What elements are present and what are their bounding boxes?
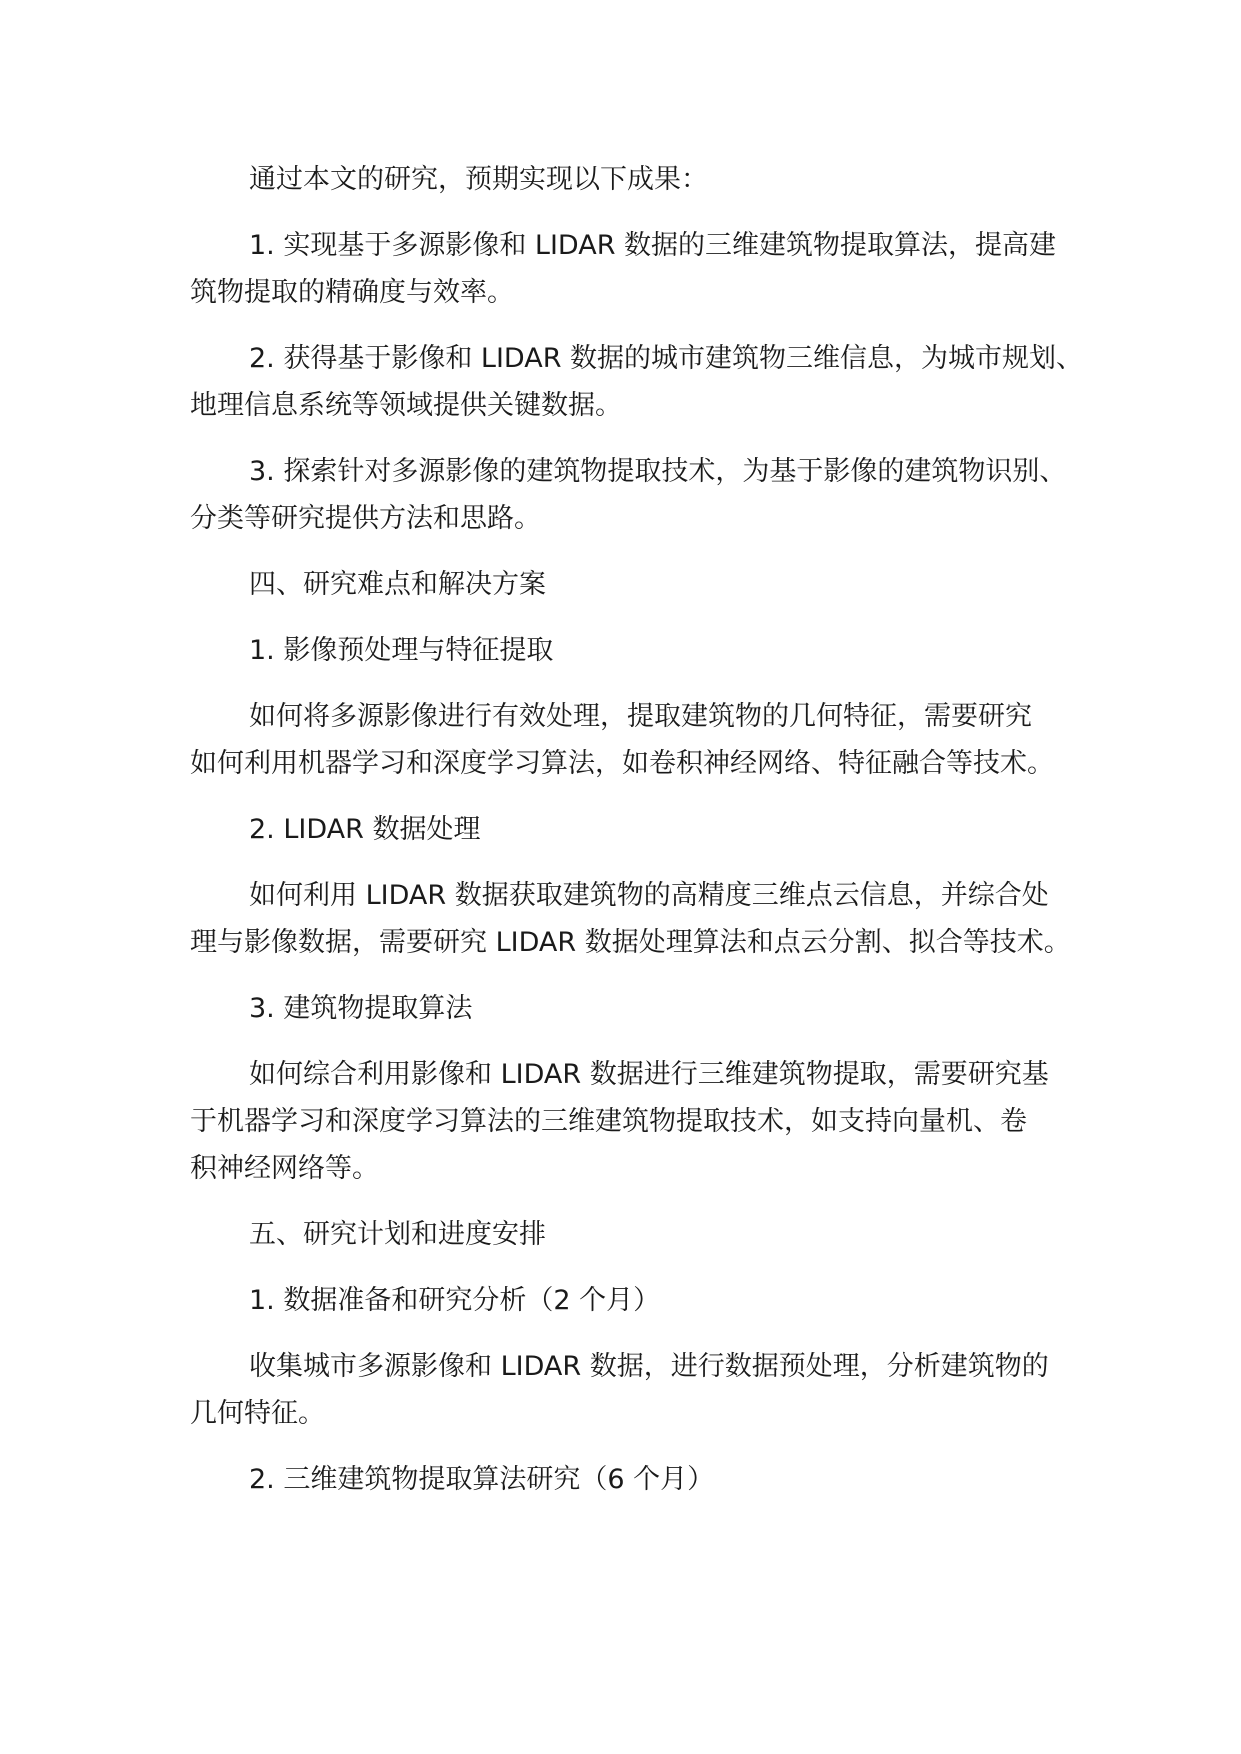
text-line: 2. 获得基于影像和 LIDAR 数据的城市建筑物三维信息，为城市规划、: [249, 343, 1084, 374]
paragraph-extraction-algorithm: [190, 1051, 1070, 1192]
text-line: 如何综合利用影像和 LIDAR 数据进行三维建筑物提取，需要研究基: [249, 1059, 1049, 1090]
paragraph-result-1: [190, 222, 1070, 316]
text-line: 理与影像数据，需要研究 LIDAR 数据处理算法和点云分割、拟合等技术。: [190, 927, 1071, 958]
section-heading: 四、研究难点和解决方案: [249, 569, 546, 600]
subheading-extraction-algorithm: [190, 985, 1070, 1032]
section-heading-schedule: [190, 1211, 1070, 1258]
document-body: [190, 156, 1084, 1522]
paragraph-result-3: [190, 448, 1070, 542]
subheading-algorithm-research: [190, 1456, 1070, 1503]
text-line: 收集城市多源影像和 LIDAR 数据，进行数据预处理，分析建筑物的: [249, 1351, 1049, 1382]
text-line: 于机器学习和深度学习算法的三维建筑物提取技术，如支持向量机、卷: [190, 1106, 1027, 1137]
text-line: 如何利用机器学习和深度学习算法，如卷积神经网络、特征融合等技术。: [190, 748, 1054, 779]
subheading: 2. 三维建筑物提取算法研究（6 个月）: [249, 1464, 715, 1495]
text-line: 如何将多源影像进行有效处理，提取建筑物的几何特征，需要研究: [249, 701, 1032, 732]
subheading-data-preparation: [190, 1277, 1070, 1324]
paragraph-lidar-processing: [190, 872, 1070, 966]
text-line: 3. 探索针对多源影像的建筑物提取技术，为基于影像的建筑物识别、: [249, 456, 1067, 487]
paragraph-result-2: [190, 335, 1084, 429]
paragraph-expected-results-intro: [190, 156, 1070, 203]
section-heading: 五、研究计划和进度安排: [249, 1219, 546, 1250]
subheading: 1. 影像预处理与特征提取: [249, 635, 554, 666]
text-line: 如何利用 LIDAR 数据获取建筑物的高精度三维点云信息，并综合处: [249, 880, 1049, 911]
text-line: 通过本文的研究，预期实现以下成果：: [249, 164, 708, 195]
subheading-preprocessing: [190, 627, 1070, 674]
text-line: 积神经网络等。: [190, 1153, 379, 1184]
text-line: 1. 实现基于多源影像和 LIDAR 数据的三维建筑物提取算法，提高建: [249, 230, 1057, 261]
paragraph-preprocessing: [190, 693, 1070, 787]
subheading: 1. 数据准备和研究分析（2 个月）: [249, 1285, 661, 1316]
subheading-lidar-processing: [190, 806, 1070, 853]
text-line: 分类等研究提供方法和思路。: [190, 503, 541, 534]
text-line: 筑物提取的精确度与效率。: [190, 277, 514, 308]
text-line: 地理信息系统等领域提供关键数据。: [190, 390, 622, 421]
subheading: 3. 建筑物提取算法: [249, 993, 473, 1024]
subheading: 2. LIDAR 数据处理: [249, 814, 481, 845]
section-heading-difficulties: [190, 561, 1070, 608]
paragraph-data-preparation: [190, 1343, 1070, 1437]
text-line: 几何特征。: [190, 1398, 325, 1429]
